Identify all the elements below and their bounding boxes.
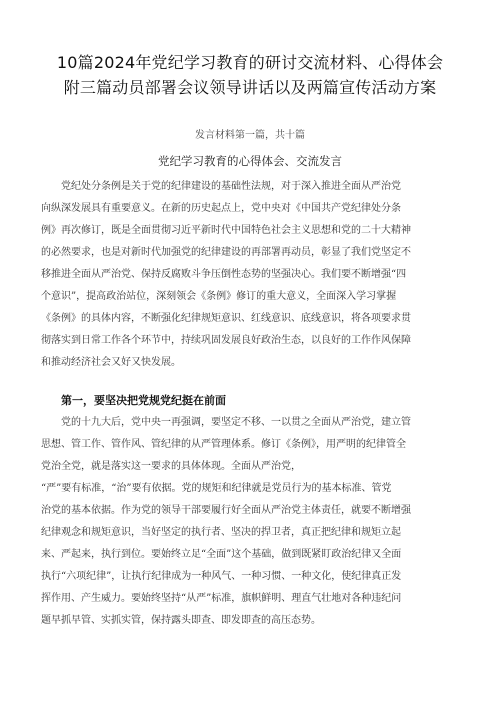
paragraph-1-line: 个意识”，提高政治站位，深刻领会《条例》修订的重大意义，全面深入学习掌握 [41,291,397,302]
paragraph-1-line: 和推动经济社会又好又快发展。 [41,357,181,368]
paragraph-1-line: 彻落实到日常工作各个环节中，持续巩固发展良好政治生态，以良好的工作作风保障 [41,335,411,346]
paragraph-2-line: 治党的基本依据。作为党的领导干部要履行好全面从严治党主体责任，就要不断增强 [41,505,411,516]
paragraph-2-line: 思想、管工作、管作风、管纪律的从严管理体系。修订《条例》，用严明的纪律管全 [41,439,406,450]
section-heading: 党纪学习教育的心得体会、交流发言 [158,154,342,168]
paragraph-1 [41,176,445,374]
title-line-2: 附三篇动员部署会议领导讲话以及两篇宣传活动方案 [63,78,437,97]
paragraph-1-line: 向纵深发展具有重要意义。在新的历史起点上，党中央对《中国共产党纪律处分条 [41,203,401,214]
document-meta-line: 发言材料第一篇，共十篇 [195,130,305,141]
subheading-first: 第一，要坚决把党规党纪挺在前面 [61,394,226,407]
paragraph-1-line: 党纪处分条例是关于党的纪律建设的基础性法规，对于深入推进全面从严治党 [61,181,401,192]
paragraph-1-line: 的必然要求，也是对新时代加强党的纪律建设的再部署再动员，彰显了我们党坚定不 [41,247,411,258]
paragraph-2-line: 党的十九大后，党中央一再强调，要坚定不移、一以贯之全面从严治党，建立管 [61,417,411,428]
paragraph-2-line: 纪律观念和规矩意识，当好坚定的执行者、坚决的捍卫者，真正把纪律和规矩立起 [41,527,401,538]
paragraph-2-line: 党治全党，就是落实这一要求的具体体现。全面从严治党， [41,461,301,472]
paragraph-2 [41,412,445,632]
document-title [40,50,460,100]
paragraph-2-line: 执行“六项纪律”，让执行纪律成为一种风气、一种习惯、一种文化，使纪律真正发 [41,571,402,582]
paragraph-2-line: 挥作用、产生威力。要始终坚持“从严”标准，旗帜鲜明、理直气壮地对各种违纪问 [41,593,402,604]
paragraph-1-line: 《条例》的具体内容，不断强化纪律规矩意识、红线意识、底线意识，将各项要求贯 [41,313,411,324]
paragraph-2-line: 题早抓早管、实抓实管，保持露头即查、即发即查的高压态势。 [41,615,321,626]
paragraph-2-line: 来、严起来，执行到位。要始终立足“全面”这个基础，做到既紧盯政治纪律又全面 [41,549,402,560]
paragraph-2-line: “严”要有标准，“治”要有依据。党的规矩和纪律就是党员行为的基本标准、管党 [41,483,392,494]
paragraph-1-line: 移推进全面从严治党、保持反腐败斗争压倒性态势的坚强决心。我们要不断增强“四 [41,269,407,280]
title-line-1: 10篇2024年党纪学习教育的研讨交流材料、心得体会 [56,53,444,72]
paragraph-1-line: 例》再次修订，既是全面贯彻习近平新时代中国特色社会主义思想和党的二十大精神 [41,225,411,236]
